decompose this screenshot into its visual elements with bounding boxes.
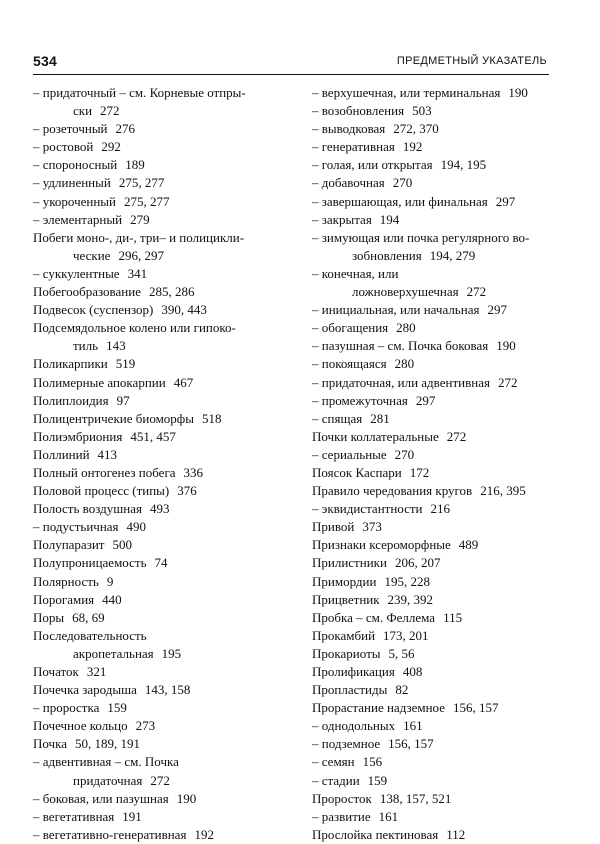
page-reference: 192: [402, 139, 423, 155]
index-entry-text: Порогамия: [33, 591, 95, 607]
index-entry-text: Прицветник: [312, 591, 380, 607]
index-entry-text: – промежуточная: [312, 392, 408, 408]
index-entry-text: Подсемядольное колено или гипоко-: [33, 320, 236, 336]
index-entry-text: Початок: [33, 664, 79, 679]
index-entry-text: – адвентивная – см. Почка: [33, 754, 179, 770]
page-reference: 272: [446, 428, 467, 444]
page-reference: 156, 157: [453, 700, 499, 716]
page-reference: 195, 228: [384, 573, 430, 589]
index-entry: [33, 591, 295, 609]
page-reference: 296, 297: [118, 247, 164, 263]
index-entry-text: – зимующая или почка регулярного во-: [312, 229, 530, 245]
index-entry-text: Прилистники: [312, 555, 387, 571]
index-column-right: [312, 84, 562, 844]
index-entry: [312, 790, 562, 808]
index-entry: [33, 790, 295, 808]
page-reference: 194, 279: [429, 247, 476, 263]
index-entry: [312, 699, 562, 717]
index-entry-continuation: [33, 102, 295, 120]
page-reference: 440: [102, 591, 122, 607]
page-reference: 272, 370: [393, 121, 439, 137]
index-entry-text: Полиэмбриония: [33, 428, 123, 444]
index-entry: [312, 392, 562, 410]
index-entry: [33, 410, 295, 428]
index-entry-text: – конечная, или: [312, 265, 399, 281]
index-entry: [33, 265, 295, 283]
index-entry: [312, 374, 562, 392]
index-entry-text: Прокариоты: [312, 645, 381, 661]
index-entry-text: – придаточная, или адвентивная: [312, 374, 490, 390]
page-reference: 191: [122, 808, 142, 824]
running-title: ПРЕДМЕТНЫЙ УКАЗАТЕЛЬ: [396, 55, 547, 67]
page-reference: 280: [394, 356, 415, 372]
index-entry-text: – укороченный: [33, 193, 116, 209]
index-entry: [312, 717, 562, 735]
index-entry: [33, 808, 295, 826]
page-reference: 281: [370, 410, 390, 426]
index-column-left: [33, 84, 295, 844]
page-reference: 285, 286: [148, 284, 195, 300]
page-reference: 74: [154, 555, 168, 571]
index-entry-text: Побегообразование: [33, 284, 141, 300]
index-entry: [312, 410, 562, 428]
page-reference: 50, 189, 191: [74, 736, 140, 752]
index-entry: [312, 591, 562, 609]
index-entry: [312, 609, 562, 627]
index-entry-text: Примордии: [312, 573, 377, 589]
index-entry: [312, 156, 562, 174]
index-entry: [33, 211, 295, 229]
page-reference: 297: [495, 193, 516, 209]
index-entry-text: Полиплоидия: [33, 392, 109, 408]
index-entry: [33, 518, 295, 536]
index-entry-text: – добавочная: [312, 175, 385, 191]
page-reference: 272: [497, 374, 518, 390]
index-entry-continuation: [33, 247, 295, 265]
index-entry: [312, 808, 562, 826]
index-entry: [33, 446, 295, 464]
page-reference: 272: [150, 772, 170, 788]
index-entry-continuation: [33, 772, 295, 790]
index-entry: [312, 772, 562, 790]
index-entry: [33, 699, 295, 717]
page-reference: 239, 392: [387, 591, 434, 607]
page-reference: 112: [446, 826, 466, 842]
page-reference: 390, 443: [161, 302, 207, 318]
page-reference: 489: [458, 537, 479, 553]
index-entry-text: – покоящаяся: [312, 356, 387, 372]
index-entry-text: Поры: [33, 609, 65, 625]
index-entry-text: – вегетативная: [33, 808, 115, 824]
index-entry: [33, 355, 295, 373]
index-entry: [312, 446, 562, 464]
index-entry: [312, 301, 562, 319]
page-reference: 279: [130, 211, 150, 227]
page-reference: 159: [107, 700, 127, 716]
index-entry: [33, 717, 295, 735]
page-reference: 115: [443, 609, 463, 625]
page-reference: 190: [176, 790, 197, 806]
index-entry: [33, 554, 295, 572]
index-entry-text: – сериальные: [312, 446, 387, 462]
index-entry: [33, 753, 295, 789]
index-entry: [33, 609, 295, 627]
index-entry-text: акропетальная: [73, 645, 154, 661]
index-entry: [33, 826, 295, 844]
page-reference: 275, 277: [123, 193, 170, 209]
index-entry-text: зобновления: [352, 247, 422, 263]
page-reference: 189: [125, 157, 145, 173]
page-reference: 68, 69: [72, 609, 105, 625]
page-reference: 206, 207: [394, 555, 441, 571]
index-entry: [312, 193, 562, 211]
index-entry: [33, 681, 295, 699]
index-entry: [312, 229, 562, 265]
index-entry: [33, 193, 295, 211]
page-reference: 156, 157: [388, 736, 434, 752]
index-entry: [33, 536, 295, 554]
index-entry-text: – розеточный: [33, 121, 108, 137]
page-reference: 413: [97, 446, 118, 462]
index-entry-text: Полярность: [33, 573, 99, 589]
page-reference: 272: [466, 284, 487, 300]
index-entry-text: Почечное кольцо: [33, 718, 128, 734]
index-entry-text: – спороносный: [33, 157, 118, 173]
index-entry-text: Полупроницаемость: [33, 555, 147, 571]
page-reference: 518: [201, 410, 222, 426]
page-reference: 216, 395: [480, 483, 526, 499]
page-reference: 297: [415, 392, 436, 408]
index-entry: [312, 735, 562, 753]
index-entry-text: – придаточный – см. Корневые отпры-: [33, 85, 246, 100]
page-reference: 143, 158: [144, 682, 191, 698]
index-entry-text: Привой: [312, 519, 355, 535]
index-entry-text: Полный онтогенез побега: [33, 464, 176, 480]
index-entry-text: – элементарный: [33, 211, 123, 227]
page-reference: 297: [487, 302, 507, 318]
index-entry: [33, 120, 295, 138]
index-entry-text: – вегетативно-генеративная: [33, 826, 187, 842]
index-entry-text: – стадии: [312, 772, 360, 788]
page-reference: 321: [86, 664, 107, 679]
index-entry: [33, 138, 295, 156]
index-entry-continuation: [33, 337, 295, 355]
index-entry: [33, 428, 295, 446]
index-entry-text: придаточная: [73, 772, 143, 788]
index-entry-text: Пролификация: [312, 664, 395, 679]
index-entry-text: Почки коллатеральные: [312, 428, 439, 444]
index-entry-text: Прокамбий: [312, 627, 376, 643]
index-entry: [33, 229, 295, 265]
page-reference: 376: [177, 483, 197, 499]
page-reference: 138, 157, 521: [379, 790, 452, 806]
index-entry: [312, 663, 562, 681]
index-entry-text: – спящая: [312, 410, 363, 426]
index-entry: [312, 573, 562, 591]
index-entry: [33, 174, 295, 192]
page-reference: 273: [135, 718, 156, 734]
page-reference: 5, 56: [388, 645, 415, 661]
index-entry-text: – выводковая: [312, 121, 386, 137]
index-entry: [33, 301, 295, 319]
index-entry: [312, 554, 562, 572]
index-entry: [312, 826, 562, 844]
index-entry: [312, 645, 562, 663]
index-entry-text: Поликарпики: [33, 356, 108, 372]
index-entry: [312, 102, 562, 120]
page-reference: 467: [173, 374, 194, 390]
index-entry-text: Почечка зародыша: [33, 682, 137, 698]
index-entry-text: ческие: [73, 247, 111, 263]
index-entry-text: ски: [73, 103, 93, 119]
index-entry: [312, 482, 562, 500]
index-entry: [33, 84, 295, 120]
index-entry-text: – закрытая: [312, 211, 372, 227]
index-entry-text: Пропластиды: [312, 682, 388, 698]
index-entry-text: – подустьичная: [33, 519, 119, 535]
index-entry-text: Побеги моно-, ди-, три– и полицикли-: [33, 229, 245, 245]
page-reference: 493: [149, 501, 170, 517]
index-entry: [33, 482, 295, 500]
index-entry-text: Полицентричекие биоморфы: [33, 410, 194, 426]
index-entry: [312, 355, 562, 373]
index-entry-text: – боковая, или пазушная: [33, 790, 169, 806]
index-entry-text: – суккулентные: [33, 265, 120, 281]
index-entry-text: – эквидистантности: [312, 501, 423, 517]
index-entry: [312, 120, 562, 138]
index-entry: [33, 627, 295, 663]
index-entry: [312, 753, 562, 771]
page-reference: 276: [115, 121, 136, 137]
page-reference: 156: [362, 754, 383, 770]
index-entry-text: – однодольных: [312, 718, 396, 734]
index-entry-text: Поясок Каспари: [312, 464, 402, 480]
index-entry-text: Прослойка пектиновая: [312, 826, 439, 842]
index-entry: [33, 735, 295, 753]
page-reference: 190: [496, 338, 516, 354]
index-entry-text: Пробка – см. Феллема: [312, 609, 436, 625]
page-reference: 143: [106, 338, 126, 354]
index-entry-text: Полимерные апокарпии: [33, 374, 166, 390]
index-entry: [312, 536, 562, 554]
page-reference: 270: [392, 175, 413, 191]
index-entry-text: Признаки ксероморфные: [312, 537, 451, 553]
page-reference: 275, 277: [118, 175, 165, 191]
index-entry: [33, 319, 295, 355]
index-entry: [312, 138, 562, 156]
page-reference: 159: [367, 772, 388, 788]
index-entry: [312, 337, 562, 355]
index-entry: [33, 500, 295, 518]
index-entry-text: – удлиненный: [33, 175, 111, 191]
index-entry: [33, 283, 295, 301]
page-reference: 216: [430, 501, 451, 517]
page-reference: 280: [396, 320, 416, 336]
index-entry: [312, 319, 562, 337]
index-entry-text: – генеративная: [312, 139, 395, 155]
page-reference: 270: [394, 446, 415, 462]
index-entry-text: – семян: [312, 754, 355, 770]
index-entry-text: Правило чередования кругов: [312, 483, 473, 499]
page-reference: 373: [362, 519, 382, 535]
index-entry-text: – инициальная, или начальная: [312, 302, 480, 318]
index-entry: [312, 500, 562, 518]
page-reference: 161: [378, 808, 399, 824]
index-entry-text: – пазушная – см. Почка боковая: [312, 338, 489, 354]
index-entry-text: Подвесок (суспензор): [33, 302, 154, 318]
index-entry-text: – верхушечная, или терминальная: [312, 85, 501, 100]
page-reference: 97: [116, 392, 130, 408]
index-entry: [312, 211, 562, 229]
page-reference: 190: [508, 85, 528, 100]
index-entry: [33, 663, 295, 681]
page-reference: 272: [100, 103, 120, 119]
index-entry-text: Полость воздушная: [33, 501, 142, 517]
index-entry-continuation: [312, 283, 562, 301]
page-reference: 500: [112, 537, 132, 553]
page-reference: 519: [115, 356, 136, 372]
page-reference: 173, 201: [383, 627, 429, 643]
index-entry-text: Последовательность: [33, 627, 147, 643]
page-reference: 161: [403, 718, 423, 734]
page-header: [33, 52, 549, 75]
index-entry-continuation: [312, 247, 562, 265]
index-entry: [33, 156, 295, 174]
index-entry: [312, 265, 562, 301]
page-reference: 503: [412, 103, 432, 119]
index-entry-text: Полупаразит: [33, 537, 105, 553]
index-entry-text: Проросток: [312, 790, 372, 806]
index-entry-text: – голая, или открытая: [312, 157, 433, 173]
page-reference: 194: [379, 211, 400, 227]
index-entry: [33, 464, 295, 482]
page-reference: 292: [101, 139, 121, 155]
page-reference: 194, 195: [440, 157, 487, 173]
index-entry-text: Поллиний: [33, 446, 90, 462]
page-reference: 490: [126, 519, 147, 535]
index-entry: [33, 374, 295, 392]
page-reference: 9: [106, 573, 114, 589]
index-entry: [312, 464, 562, 482]
page-reference: 82: [395, 682, 409, 698]
page-reference: 195: [161, 645, 182, 661]
index-entry-text: – ростовой: [33, 139, 94, 155]
index-entry: [312, 681, 562, 699]
index-entry-text: – завершающая, или финальная: [312, 193, 488, 209]
index-entry-text: – возобновления: [312, 103, 405, 119]
page-reference: 341: [127, 265, 148, 281]
page-number: 534: [33, 53, 57, 69]
index-entry-continuation: [33, 645, 295, 663]
page-reference: 192: [194, 826, 214, 842]
page-reference: 451, 457: [130, 428, 176, 444]
index-entry-text: – развитие: [312, 808, 371, 824]
page-reference: 336: [183, 464, 204, 480]
index-entry-text: – обогащения: [312, 320, 389, 336]
index-entry-text: ложноверхушечная: [352, 284, 459, 300]
index-entry: [312, 518, 562, 536]
page-reference: 172: [409, 464, 430, 480]
index-entry-text: тиль: [73, 338, 99, 354]
index-entry-text: – проростка: [33, 700, 100, 716]
index-entry: [33, 573, 295, 591]
index-entry: [312, 428, 562, 446]
index-entry-text: Прорастание надземное: [312, 700, 445, 716]
index-entry: [312, 174, 562, 192]
index-entry: [312, 627, 562, 645]
index-entry-text: – подземное: [312, 736, 381, 752]
index-entry-text: Половой процесс (типы): [33, 483, 170, 499]
page-reference: 408: [402, 664, 423, 679]
index-entry-text: Почка: [33, 736, 67, 752]
index-entry: [312, 84, 562, 102]
index-entry: [33, 392, 295, 410]
